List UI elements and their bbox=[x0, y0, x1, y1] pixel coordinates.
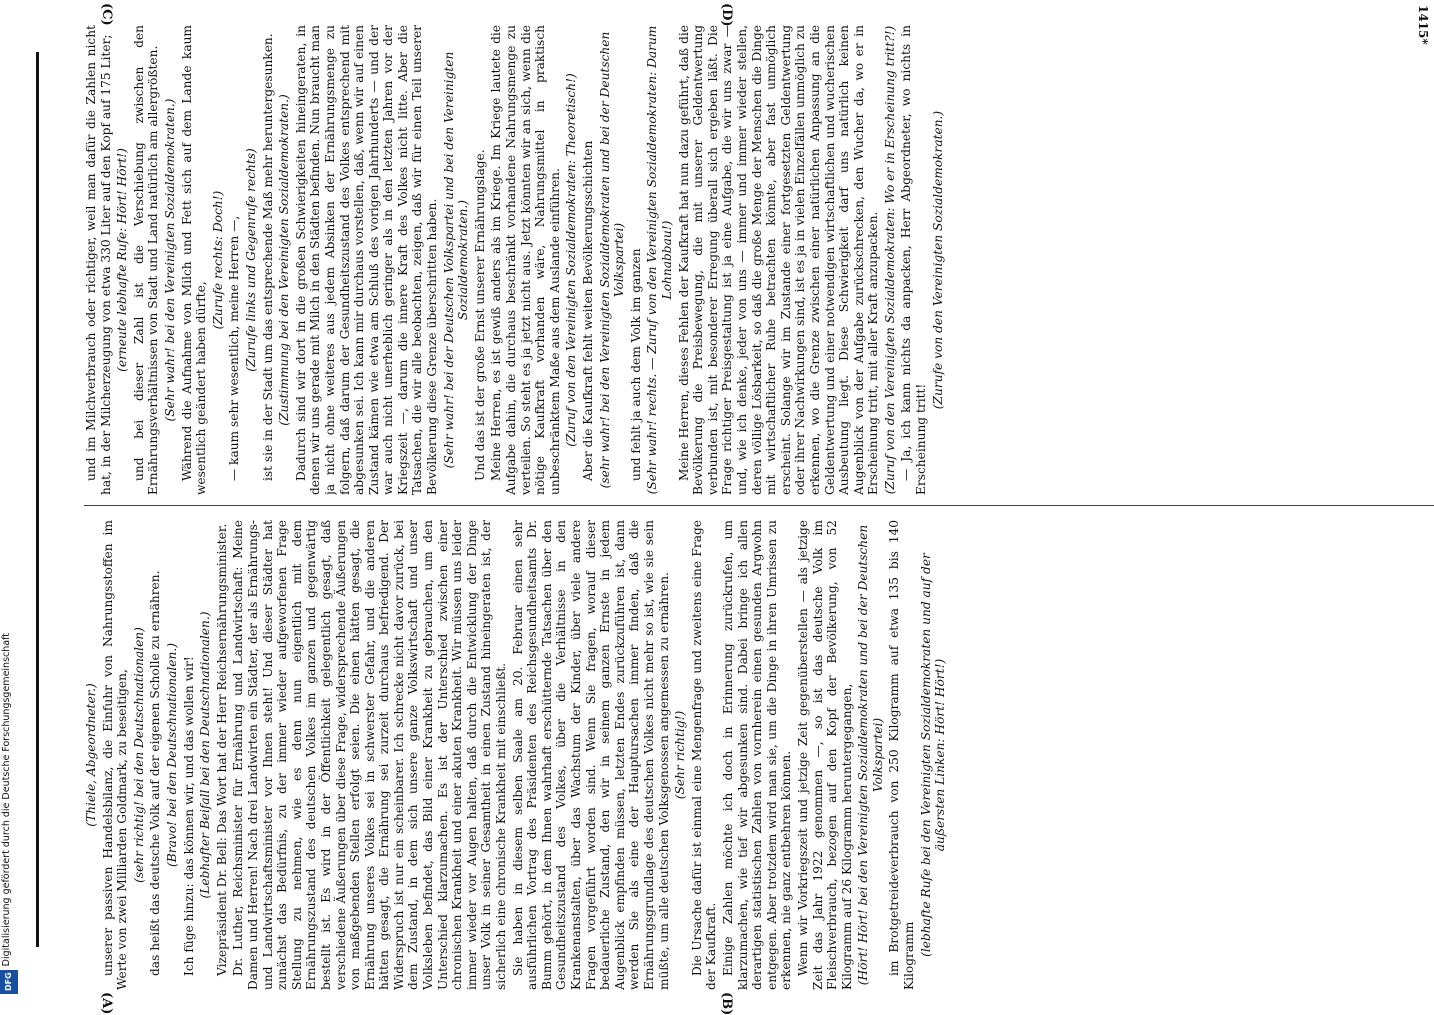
paragraph: Vizepräsident Dr. Bell: Das Wort hat der Herr Reichsernährungsminister. bbox=[214, 523, 229, 976]
paragraph: Aber die Kaufkraft fehlt weiten Bevölkerungsschichten bbox=[581, 140, 595, 481]
paragraph: (Zuruf von den Vereinigten Sozialdemokraten: Wo er in Erscheinung tritt?!) bbox=[882, 25, 897, 495]
paragraph: (Hört! Hört! bei den Vereinigten Sozialdemokraten und bei der Deutschen Volkspartei) bbox=[856, 524, 885, 986]
paragraph: (Zurufe rechts: Doch!) bbox=[210, 190, 225, 330]
dfg-logo: DFG bbox=[0, 970, 18, 994]
paragraph: Dr. Luther, Reichsminister für Ernährung und Landwirtschaft: Meine Damen und Herren! Nach drei Landwirten ein Städter, der als Ernährungs- und Landwirtschaftsminister vor Ihnen steht! Und dieser Städter hat zunächst das Bedürfnis, zu der immer wieder aufgeworfenen Frage Stellung zu nehmen, wie es denn nun eigentlich mit dem Ernährungszustand des deutschen Volkes im ganzen und gegenwärtig bestellt ist. Es wird in der Öffentlichkeit gelegentlich gesagt, daß verschiedene Äußerungen über diese Frage, widersprechende Äußerungen von maßgebenden Stellen erfolgt seien. Die einen hätten gesagt, die Ernährung unseres Volkes sei in schwerster Gefahr, und die anderen hätten gesagt, die Ernährung sei zurzeit durchaus befriedigend. Der Widerspruch ist nur ein scheinbarer. Ich schrecke nicht davor zurück, bei dem Zustand, in dem sich unsere ganze Volkswirtschaft und unser Volksleben befindet, das Bild einer Krankheit zu gebrauchen, um den Unterschied klarzumachen. Es ist der Unterschied zwischen einer chronischen Krankheit und einer akuten Krankheit. Wir müssen uns leider immer wieder vor Augen halten, daß durch die Entwicklung der Dinge unser Volk in seiner Gesamtheit in einen Zustand hineingeraten ist, der sicherlich eine chronische Krankheit mit einschließt. bbox=[231, 520, 509, 990]
paragraph: Während die Aufnahme von Milch und Fett sich auf dem Lande kaum wesentlich geändert haben dürfte, bbox=[179, 25, 209, 495]
paragraph: im Brotgetreideverbrauch von 250 Kilogramm auf etwa 135 bis 140 Kilogramm bbox=[887, 520, 917, 990]
header-rule bbox=[36, 52, 39, 947]
paragraph: (Zurufe links und Gegenrufe rechts) bbox=[243, 148, 258, 372]
paragraph: ist sie in der Stadt um das entsprechende Maß mehr heruntergesunken. bbox=[260, 33, 275, 481]
paragraph: (Sehr wahr! bei den Vereinigten Sozialdemokraten.) bbox=[162, 98, 177, 422]
left-column bbox=[84, 520, 1434, 990]
paragraph: unserer passiven Handelsbilanz, die Einfuhr von Nahrungsstoffen im Werte von zwei Milliarden Goldmark, zu beseitigen, bbox=[100, 520, 130, 990]
signature-mark: 1415* bbox=[1416, 5, 1430, 45]
paragraph: und im Milchverbrauch oder richtiger, weil man dafür die Zahlen nicht hat, in der Milcherzeugung von etwa 330 Liter auf den Kopf auf 175 Liter; bbox=[84, 25, 113, 495]
margin-mark-c: (C) bbox=[99, 3, 114, 26]
paragraph: (Sehr wahr! rechts. — Zuruf von den Vereinigten Sozialdemokraten: Darum Lohnabbau!) bbox=[645, 25, 674, 495]
paragraph: (sehr richtig! bei den Deutschnationalen) bbox=[131, 627, 146, 883]
paragraph: (Thiele, Abgeordneter.) bbox=[84, 683, 98, 827]
margin-mark-b: (B) bbox=[719, 992, 734, 1015]
paragraph: (Sehr richtig!) bbox=[673, 710, 688, 800]
paragraph: (lebhafte Rufe bei den Vereinigten Sozialdemokraten und auf der äußersten Linken: Hört! Hört!) bbox=[918, 553, 948, 957]
paragraph: (Zustimmung bei den Vereinigten Sozialdemokraten.) bbox=[277, 94, 292, 426]
paragraph: (Zuruf von den Vereinigten Sozialdemokraten: Theoretisch!) bbox=[564, 73, 579, 447]
funding-note: Digitalisierung gefördert durch die Deutsche Forschungsgemeinschaft bbox=[1, 632, 12, 966]
paragraph: (Zurufe von den Vereinigten Sozialdemokraten.) bbox=[930, 110, 945, 410]
paragraph: (sehr wahr! bei den Vereinigten Sozialdemokraten und bei der Deutschen Volkspartei) bbox=[597, 31, 627, 489]
paragraph: Ich füge hinzu: das können wir, und das wollen wir! bbox=[181, 656, 196, 976]
paragraph: (Sehr wahr! bei der Deutschen Volkspartei und bei den Vereinigten Sozialdemokraten.) bbox=[441, 51, 471, 469]
margin-mark-d: (D) bbox=[719, 3, 734, 27]
paragraph: Meine Herren, es ist gewiß anders als im Kriege. Im Kriege lautete die Aufgabe dahin, die durchaus beschränkt vorhandene Nahrungsmenge zu verteilen. So steht es ja jetzt nicht aus. Jetzt könnten wir an sich, wenn die nötige Kaufkraft vorhanden wäre, Nahrungsmittel in praktisch unbeschränktem Maße aus dem Auslande einführen. bbox=[489, 25, 562, 495]
margin-mark-a: (A) bbox=[99, 992, 114, 1015]
paragraph: Und das ist der große Ernst unserer Ernährungslage. bbox=[472, 149, 487, 481]
paragraph: Sie haben in diesem selben Saale am 20. Februar einen sehr ausführlichen Vortrag des Präsidenten des Reichsgesundheitsamts Dr. Bumm gehört, in dem Ihnen wahrhaft erschütternde Tatsachen über den Gesundheitszustand des Volkes, über die Verhältnisse in den Krankenanstalten, über das Wachstum der Kinder, über viele andere Fragen vorgeführt worden sind. Wenn Sie fragen, worauf dieser bedauerliche Zustand, den wir in seinem ganzen Ernste in jedem Augenblick empfinden müssen, letzten Endes zurückzuführen ist, dann werden Sie als eine der Hauptursachen immer finden, daß die Ernährungsgrundlage des deutschen Volkes nicht mehr so ist, wie sie sein müßte, um alle deutschen Volksgenossen angemessen zu ernähren. bbox=[510, 520, 671, 990]
paragraph: — kaum sehr wesentlich, meine Herren —, bbox=[227, 215, 242, 481]
funding-strip bbox=[0, 0, 18, 1000]
right-column bbox=[84, 25, 1434, 495]
paragraph: Einige Zahlen möchte ich doch in Erinnerung zurückrufen, um klarzumachen, wie tief wir abgesunken sind. Dabei bringe ich allen derartigen statistischen Zahlen von vornherein einen gesunden Argwohn entgegen. Aber trotzdem wird man sie, um die Dinge in ihren Umrissen zu erkennen, nie ganz entbehren können. bbox=[720, 520, 794, 990]
column-divider bbox=[84, 505, 1434, 506]
paragraph: (Bravo! bei den Deutschnationalen.) bbox=[164, 643, 179, 867]
paragraph: und bei dieser Zahl ist die Verschiebung zwischen den Ernährungsverhältnissen von Stadt und Land natürlich am allergrößten. bbox=[131, 25, 161, 495]
paragraph: — Ja, ich kann nichts da anpacken, Herr Abgeordneter, wo nichts in Erscheinung tritt! bbox=[899, 25, 929, 495]
paragraph: Wenn wir Vorkriegszeit und jetzige Zeit gegenüberstellen — als jetzige Zeit das Jahr 1922 genommen —, so ist das deutsche Volk im Fleischverbrauch, bezogen auf den Kopf der Bevölkerung, von 52 Kilogramm auf 26 Kilogramm heruntergegangen, bbox=[795, 520, 854, 990]
paragraph: Dadurch sind wir dort in die großen Schwierigkeiten hineingeraten, in denen wir uns gerade mit Milch in den Städten befinden. Nun braucht man ja nicht ohne weiteres aus jedem Absinken der Ernährungsmenge zu folgern, daß darum der Gesundheitszustand des Volkes entsprechend mit abgesunken sei. Ich kann mir durchaus vorstellen, daß, wenn wir auf einen Zustand kämen wie etwa am Schluß des vorigen Jahrhunderts — und der war auch nicht unerheblich geringer als in den letzten Jahren vor der Kriegszeit —, darum die innere Kraft des Volkes nicht litte. Aber die Tatsachen, die wir alle beobachten, zeigen, daß wir für einen Teil unserer Bevölkerung diese Grenze überschritten haben. bbox=[293, 25, 440, 495]
paragraph: und fehlt ja auch dem Volk im ganzen bbox=[628, 248, 643, 481]
paragraph: (erneute lebhafte Rufe: Hört! Hört!) bbox=[115, 148, 130, 372]
paragraph: das heißt das deutsche Volk auf der eigenen Scholle zu ernähren. bbox=[148, 570, 163, 976]
paragraph: Die Ursache dafür ist einmal eine Mengenfrage und zweitens eine Frage der Kaufkraft. bbox=[689, 520, 719, 990]
paragraph: (Lebhafter Beifall bei den Deutschnationalen.) bbox=[198, 611, 213, 899]
paragraph: Meine Herren, dieses Fehlen der Kaufkraft hat nun dazu geführt, daß die Bevölkerung die Preisbewegung, die mit unserer Geldentwertung verbunden ist, mit besonderer Erregung überall sich ergeben läßt. Die Frage richtiger Preisgestaltung ist ja eine Aufgabe, die wir uns zwar — und, wie ich denke, jeder von uns — immer und immer wieder stellen, deren völlige Lösbarkeit, so daß die große Menge der Menschen die Dinge mit wirtschaftlicher Ruhe betrachten könnte, aber fast unmöglich erscheint. Solange wir im Zustande einer fortgesetzten Geldentwertung oder ihrer Nachwirkungen sind, ist es ja in vielen Einzelfällen unmöglich zu erkennen, wo die Grenze zwischen einer natürlichen Anpassung an die Geldentwertung und einer notwendigen wirtschaftlichen und wucherischen Ausbeutung liegt. Diese Schwierigkeit darf uns natürlich keinen Augenblick von der Aufgabe zurückschrecken, den Wucher da, wo er in Erscheinung tritt, mit aller Kraft anzupacken. bbox=[676, 25, 881, 495]
